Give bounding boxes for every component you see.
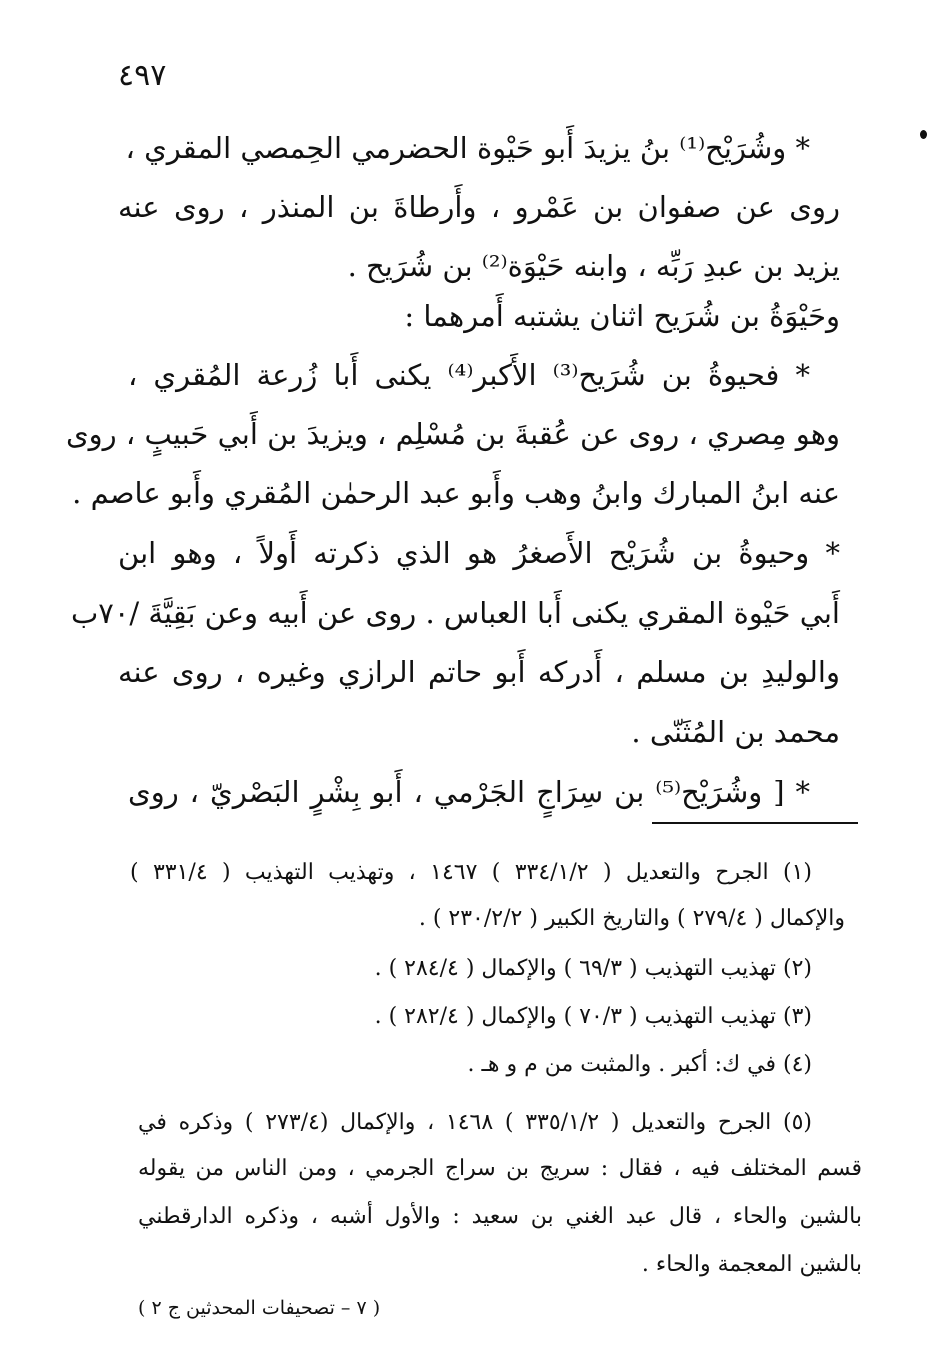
main-text-line: * وشُرَيْح⁽¹⁾ بنُ يزيدَ أَبو حَيْوة الحضرمي الحِمصي المقري ، — [125, 131, 810, 165]
main-text-line: وحَيْوَةُ بن شُرَيح اثنان يشتبه أَمرهما : — [404, 299, 840, 333]
page-footer: ( ٧ – تصحيفات المحدثين ج ٢ ) — [138, 1297, 381, 1319]
footnote-separator-rule — [652, 822, 858, 824]
margin-dot — [920, 130, 927, 139]
main-text-line: روى عن صفوان بن عَمْرو ، وأَرطاةَ بن المنذر ، روى عنه — [118, 190, 840, 224]
main-text-line: عنه ابنُ المبارك وابنُ وهب وأَبو عبد الرحمٰن المُقري وأَبو عاصم . — [72, 476, 840, 510]
footnote-line: (١) الجرح والتعديل ( ٣٣٤/١/٢ ) ١٤٦٧ ، وتهذيب التهذيب ( ٣٣١/٤ ) — [130, 860, 812, 885]
main-text-line: والوليدِ بن مسلم ، أَدركه أَبو حاتم الرازي وغيره ، روى عنه — [118, 655, 840, 689]
main-text-line: * فحيوةُ بن شُرَيح⁽³⁾ الأَكبر⁽⁴⁾ يكنى أَبا زُرعة المُقري ، — [128, 358, 810, 392]
footnote-line: قسم المختلف فيه ، فقال : سريج بن سراج الجرمي ، ومن الناس من يقوله — [138, 1156, 862, 1181]
page-number: ٤٩٧ — [118, 58, 167, 93]
main-text-line: وهو مِصري ، روى عن عُقبةَ بن مُسْلِم ، ويزيدَ بن أَبي حَبيبٍ ، روى — [65, 417, 840, 451]
footnote-line: (٣) تهذيب التهذيب ( ٧٠/٣ ) والإكمال ( ٢٨٢/٤ ) . — [374, 1004, 812, 1029]
main-text-line: * وحيوةُ بن شُرَيْح الأَصغرُ هو الذي ذكرته أَولاً ، وهو ابن — [118, 536, 840, 570]
main-text-line: يزيد بن عبدِ رَبِّه ، وابنه حَيْوَة⁽²⁾ بن شُرَيح . — [347, 249, 840, 283]
footnote-line: (٤) في ك: أكبر . والمثبت من م و هـ . — [467, 1052, 812, 1077]
main-text-line: أَبي حَيْوة المقري يكنى أَبا العباس . روى عن أَبيه وعن بَقِيَّةَ /٧٠ب — [70, 596, 840, 630]
footnote-line: بالشين والحاء ، قال عبد الغني بن سعيد : والأول أشبه ، وذكره الدارقطني — [138, 1204, 862, 1229]
footnote-line: (٢) تهذيب التهذيب ( ٦٩/٣ ) والإكمال ( ٢٨٤/٤ ) . — [374, 956, 812, 981]
footnote-line: (٥) الجرح والتعديل ( ٣٣٥/١/٢ ) ١٤٦٨ ، والإكمال (٢٧٣/٤ ) وذكره في — [138, 1110, 812, 1135]
footnote-line: بالشين المعجمة والحاء . — [641, 1252, 862, 1277]
footnote-line: والإكمال ( ٢٧٩/٤ ) والتاريخ الكبير ( ٢٣٠/٢/٢ ) . — [418, 906, 845, 931]
main-text-line: محمد بن المُثَنّى . — [631, 715, 840, 749]
main-text-line: * [ وشُرَيْح⁽⁵⁾ بن سِرَاجٍ الجَرْمي ، أَبو بِشْرٍ البَصْريّ ، روى — [128, 775, 811, 809]
